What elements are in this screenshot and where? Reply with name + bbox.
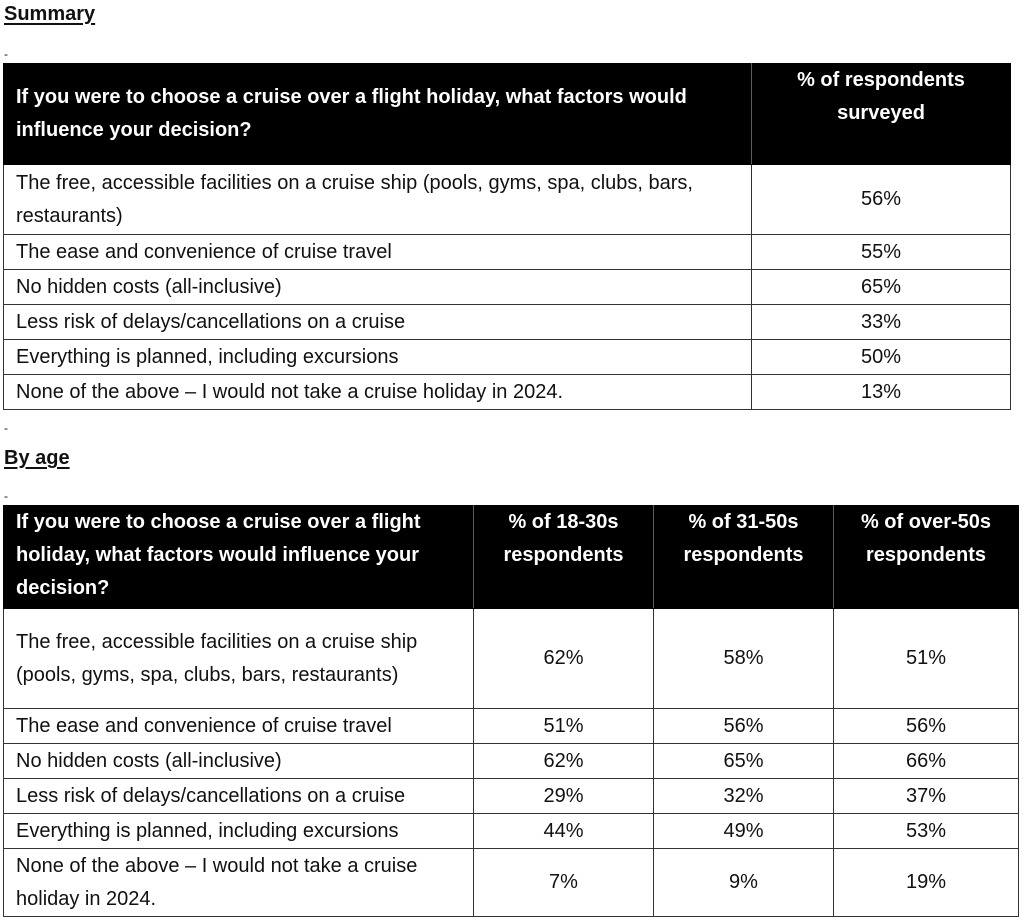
age-18-30-header: % of 18-30s respondents	[474, 506, 654, 609]
table-row	[4, 744, 1019, 779]
value-31-50-cell: 58%	[654, 609, 834, 709]
value-18-30-cell: 44%	[474, 814, 654, 849]
value-18-30-cell: 62%	[474, 744, 654, 779]
value-over-50-cell: 37%	[834, 779, 1019, 814]
factor-cell: The ease and convenience of cruise travel	[4, 235, 752, 270]
factor-cell: None of the above – I would not take a cruise holiday in 2024.	[4, 849, 474, 917]
factor-cell: None of the above – I would not take a cruise holiday in 2024.	[4, 375, 752, 410]
table-row	[4, 235, 1011, 270]
by-age-header-row	[4, 506, 1019, 609]
factor-cell: No hidden costs (all-inclusive)	[4, 270, 752, 305]
factor-cell: The ease and convenience of cruise travel	[4, 709, 474, 744]
value-cell: 50%	[752, 340, 1011, 375]
table-row	[4, 709, 1019, 744]
table-row	[4, 340, 1011, 375]
value-over-50-cell: 66%	[834, 744, 1019, 779]
factor-cell: No hidden costs (all-inclusive)	[4, 744, 474, 779]
value-31-50-cell: 65%	[654, 744, 834, 779]
factor-cell: The free, accessible facilities on a cruise ship (pools, gyms, spa, clubs, bars, restaurants)	[4, 165, 752, 235]
value-cell: 55%	[752, 235, 1011, 270]
factor-cell: Less risk of delays/cancellations on a cruise	[4, 779, 474, 814]
table-row	[4, 270, 1011, 305]
table-row	[4, 814, 1019, 849]
table-row	[4, 165, 1011, 235]
summary-header-row	[4, 64, 1011, 165]
factor-cell: Everything is planned, including excursions	[4, 340, 752, 375]
by-age-question-header: If you were to choose a cruise over a flight holiday, what factors would influence your decision?	[4, 506, 474, 609]
value-cell: 33%	[752, 305, 1011, 340]
summary-question-header: If you were to choose a cruise over a flight holiday, what factors would influence your decision?	[4, 64, 752, 165]
separator-mark: -	[4, 421, 8, 435]
value-over-50-cell: 19%	[834, 849, 1019, 917]
value-over-50-cell: 51%	[834, 609, 1019, 709]
value-18-30-cell: 51%	[474, 709, 654, 744]
summary-value-header: % of respondents surveyed	[752, 64, 1011, 165]
table-row	[4, 375, 1011, 410]
separator-mark: -	[4, 47, 8, 61]
value-18-30-cell: 29%	[474, 779, 654, 814]
value-cell: 56%	[752, 165, 1011, 235]
table-row	[4, 779, 1019, 814]
value-31-50-cell: 56%	[654, 709, 834, 744]
value-31-50-cell: 49%	[654, 814, 834, 849]
table-row	[4, 849, 1019, 917]
value-over-50-cell: 56%	[834, 709, 1019, 744]
value-31-50-cell: 9%	[654, 849, 834, 917]
table-row	[4, 305, 1011, 340]
separator-mark: -	[4, 489, 8, 503]
summary-table	[3, 63, 1011, 410]
factor-cell: Everything is planned, including excursions	[4, 814, 474, 849]
age-31-50-header: % of 31-50s respondents	[654, 506, 834, 609]
value-18-30-cell: 62%	[474, 609, 654, 709]
table-row	[4, 609, 1019, 709]
value-cell: 65%	[752, 270, 1011, 305]
by-age-heading: By age	[4, 447, 70, 469]
age-over-50-header: % of over-50s respondents	[834, 506, 1019, 609]
summary-heading: Summary	[4, 3, 96, 25]
factor-cell: The free, accessible facilities on a cruise ship (pools, gyms, spa, clubs, bars, restaurants)	[4, 609, 474, 709]
value-cell: 13%	[752, 375, 1011, 410]
value-31-50-cell: 32%	[654, 779, 834, 814]
factor-cell: Less risk of delays/cancellations on a cruise	[4, 305, 752, 340]
by-age-table	[3, 505, 1019, 917]
value-18-30-cell: 7%	[474, 849, 654, 917]
value-over-50-cell: 53%	[834, 814, 1019, 849]
